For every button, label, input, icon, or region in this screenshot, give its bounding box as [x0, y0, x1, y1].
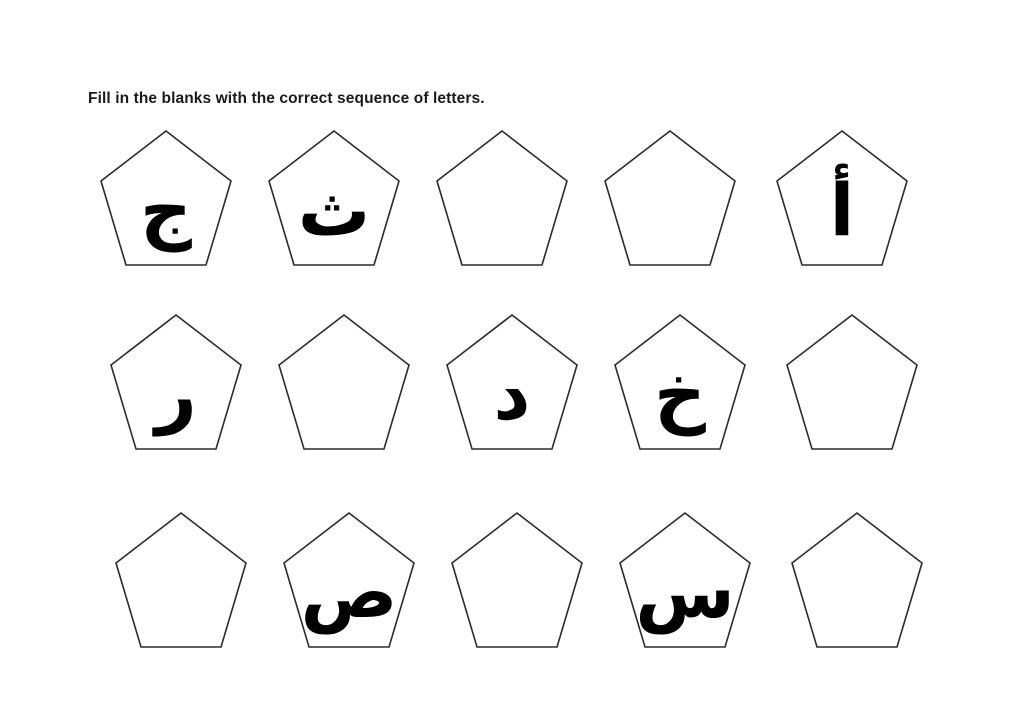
pentagon-cell-r2c2-blank: [277, 313, 411, 451]
arabic-letter: [450, 511, 584, 649]
arabic-letter: خ: [654, 352, 706, 436]
pentagon-cell-r3c2: [282, 511, 416, 649]
arabic-letter: [435, 129, 569, 267]
arabic-letter: ج: [140, 168, 192, 252]
pentagon-cell-r1c4-blank: [603, 129, 737, 267]
pentagon-cell-r1c3-blank: [435, 129, 569, 267]
arabic-letter: س: [635, 550, 735, 634]
pentagon-cell-r2c5-blank: [785, 313, 919, 451]
pentagon-cell-r3c4: [618, 511, 752, 649]
arabic-letter: أ: [829, 168, 855, 252]
arabic-letter: [603, 129, 737, 267]
worksheet-instruction: Fill in the blanks with the correct sequence of letters.: [88, 90, 485, 107]
pentagon-cell-r2c4: [613, 313, 747, 451]
pentagon-cell-r1c5: [775, 129, 909, 267]
pentagon-cell-r3c5-blank: [790, 511, 924, 649]
arabic-letter: ر: [155, 352, 197, 436]
pentagon-cell-r2c3: [445, 313, 579, 451]
arabic-letter: [790, 511, 924, 649]
pentagon-cell-r1c1: [99, 129, 233, 267]
pentagon-cell-r1c2: [267, 129, 401, 267]
arabic-letter: ص: [300, 550, 398, 634]
pentagon-cell-r2c1: [109, 313, 243, 451]
arabic-letter: [277, 313, 411, 451]
arabic-letter: ث: [297, 168, 371, 252]
pentagon-cell-r3c3-blank: [450, 511, 584, 649]
arabic-letter: [114, 511, 248, 649]
arabic-letter: د: [493, 352, 531, 436]
pentagon-cell-r3c1-blank: [114, 511, 248, 649]
arabic-letter: [785, 313, 919, 451]
